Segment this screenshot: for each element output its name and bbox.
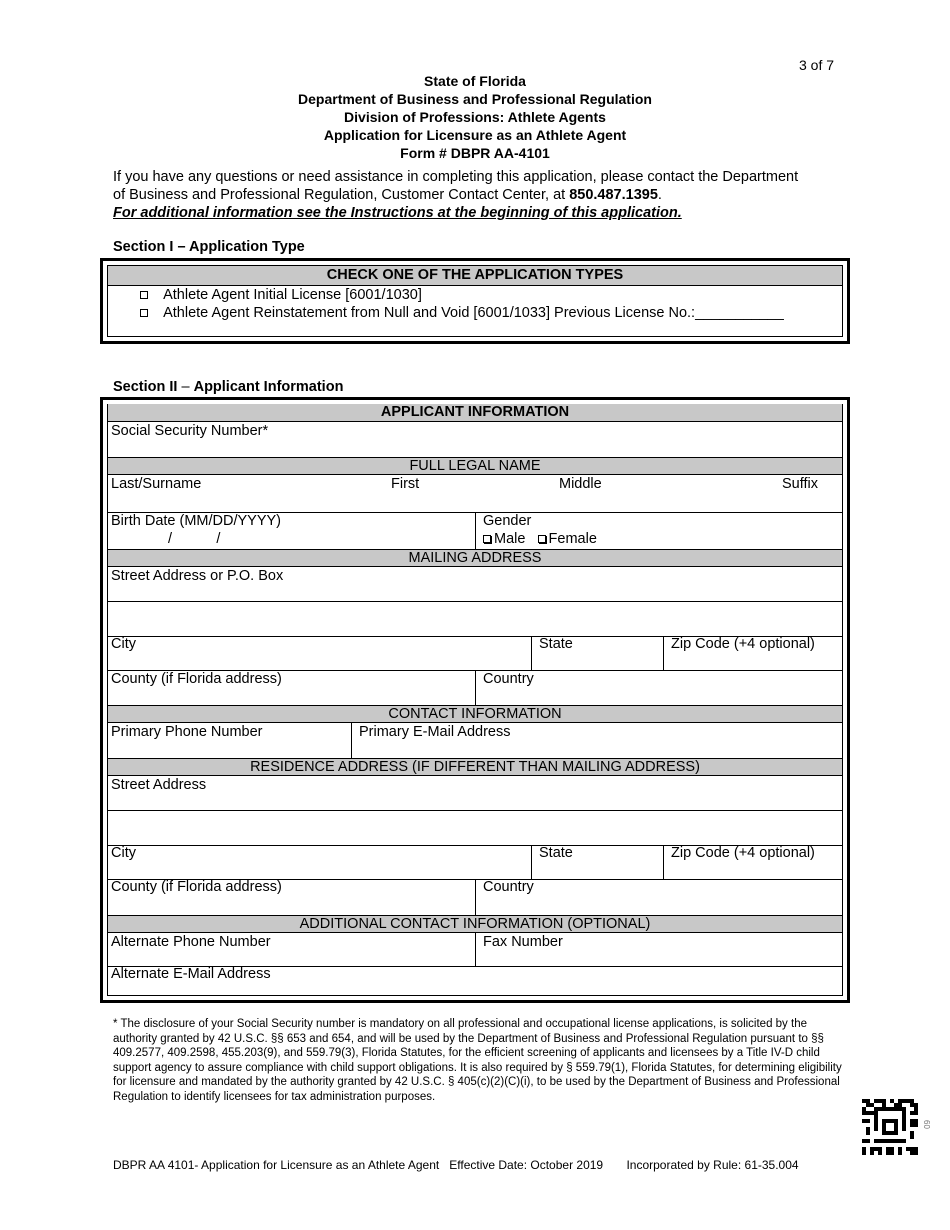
- section-2-title-dash: –: [177, 379, 194, 395]
- application-type-box: [100, 258, 850, 344]
- city-label: City: [111, 636, 136, 652]
- street-po-label: Street Address or P.O. Box: [111, 568, 284, 584]
- full-legal-name-bar: FULL LEGAL NAME: [108, 457, 842, 475]
- option-initial-license[interactable]: [140, 287, 422, 303]
- section-2-title: [113, 379, 343, 395]
- mailing-address-bar: MAILING ADDRESS: [108, 549, 842, 567]
- county-label: County (if Florida address): [111, 671, 282, 687]
- first-name-label: First: [391, 476, 420, 492]
- instructions-note: For additional information see the Instructions at the beginning of this application.: [113, 205, 682, 221]
- birth-date-label: Birth Date (MM/DD/YYYY): [111, 513, 281, 529]
- checkbox-icon[interactable]: [140, 309, 148, 317]
- qr-side-code: 60: [921, 1120, 931, 1129]
- option-reinstatement-label: Athlete Agent Reinstatement from Null and Void [6001/1033] Previous License No.:___________: [163, 305, 784, 321]
- ssn-disclosure-footnote: * The disclosure of your Social Security number is mandatory on all professional and occupational license applications, is solicited by the authority granted by 42 U.S.C. §§ 653 and 654, and will be used by the Department of Business and Professional Regulation pursuant to §§ 409.2577, 409.2598, 455.203(9), and 559.79(3), Florida Statutes, for the efficient screening of applicants and licensees by a Title IV-D child support agency to assure compliance with child support obligations. It is also required by § 559.79(1), Florida Statutes, for determining eligibility for licensure and mandated by the authority granted by 42 U.S.C. § 405(c)(2)(C)(i), to be used by the Department of Business and Professional Regulation to identify licensees for tax administration purposes.: [113, 1018, 842, 1103]
- option-reinstatement[interactable]: [140, 305, 784, 321]
- gender-label: Gender: [483, 513, 532, 529]
- applicant-info-bar: APPLICANT INFORMATION: [108, 404, 842, 422]
- country-label: Country: [483, 671, 534, 687]
- header-division: Division of Professions: Athlete Agents: [344, 109, 606, 125]
- footer-form-name: DBPR AA 4101- Application for Licensure as an Athlete Agent: [113, 1158, 440, 1172]
- check-type-bar: CHECK ONE OF THE APPLICATION TYPES: [108, 266, 842, 286]
- birth-date-slashes: / /: [168, 531, 221, 547]
- state-label: State: [539, 636, 573, 652]
- intro-paragraph: [113, 168, 813, 222]
- header-form-number: Form # DBPR AA-4101: [400, 145, 550, 161]
- zip-label-residence: Zip Code (+4 optional): [671, 845, 815, 861]
- female-checkbox-icon[interactable]: [538, 535, 546, 543]
- header-application-title: Application for Licensure as an Athlete Agent: [323, 127, 627, 143]
- option-initial-label: Athlete Agent Initial License [6001/1030]: [163, 287, 422, 303]
- footer-effective-date: Effective Date: October 2019: [449, 1158, 604, 1172]
- male-label: Male: [494, 531, 526, 547]
- country-label-residence: Country: [483, 879, 534, 895]
- fax-label: Fax Number: [483, 934, 563, 950]
- additional-contact-bar: ADDITIONAL CONTACT INFORMATION (OPTIONAL): [108, 915, 842, 933]
- form-header: [0, 72, 950, 162]
- section-2-title-part1: Section II: [113, 379, 178, 395]
- last-name-label: Last/Surname: [111, 476, 202, 492]
- alternate-phone-label: Alternate Phone Number: [111, 934, 271, 950]
- female-label: Female: [548, 531, 597, 547]
- primary-phone-label: Primary Phone Number: [111, 724, 263, 740]
- contact-phone: 850.487.1395: [569, 187, 658, 203]
- contact-info-bar: CONTACT INFORMATION: [108, 705, 842, 723]
- male-checkbox-icon[interactable]: [483, 535, 491, 543]
- state-label-residence: State: [539, 845, 573, 861]
- checkbox-icon[interactable]: [140, 291, 148, 299]
- street-address-label: Street Address: [111, 777, 207, 793]
- ssn-label: Social Security Number*: [111, 423, 269, 439]
- primary-email-label: Primary E-Mail Address: [359, 724, 511, 740]
- qr-code-icon: [862, 1099, 918, 1155]
- header-department: Department of Business and Professional Regulation: [298, 91, 652, 107]
- header-state: State of Florida: [424, 73, 526, 89]
- middle-name-label: Middle: [559, 476, 602, 492]
- gender-options: [483, 531, 597, 547]
- section-1-title: Section I – Application Type: [113, 239, 305, 255]
- footer-rule: Incorporated by Rule: 61-35.004: [626, 1158, 799, 1172]
- zip-label: Zip Code (+4 optional): [671, 636, 815, 652]
- residence-address-bar: RESIDENCE ADDRESS (IF DIFFERENT THAN MAILING ADDRESS): [108, 758, 842, 776]
- intro-text: If you have any questions or need assistance in completing this application, please contact the Department of Business and Professional Regulation, Customer Contact Center, at: [113, 169, 799, 203]
- suffix-label: Suffix: [782, 476, 819, 492]
- intro-period: .: [657, 187, 662, 203]
- page-number: 3 of 7: [799, 57, 835, 73]
- page-footer: [113, 1158, 799, 1172]
- applicant-info-box: [100, 397, 850, 1003]
- county-label-residence: County (if Florida address): [111, 879, 282, 895]
- section-2-title-part2: Applicant Information: [193, 379, 344, 395]
- city-label-residence: City: [111, 845, 136, 861]
- alternate-email-label: Alternate E-Mail Address: [111, 966, 271, 982]
